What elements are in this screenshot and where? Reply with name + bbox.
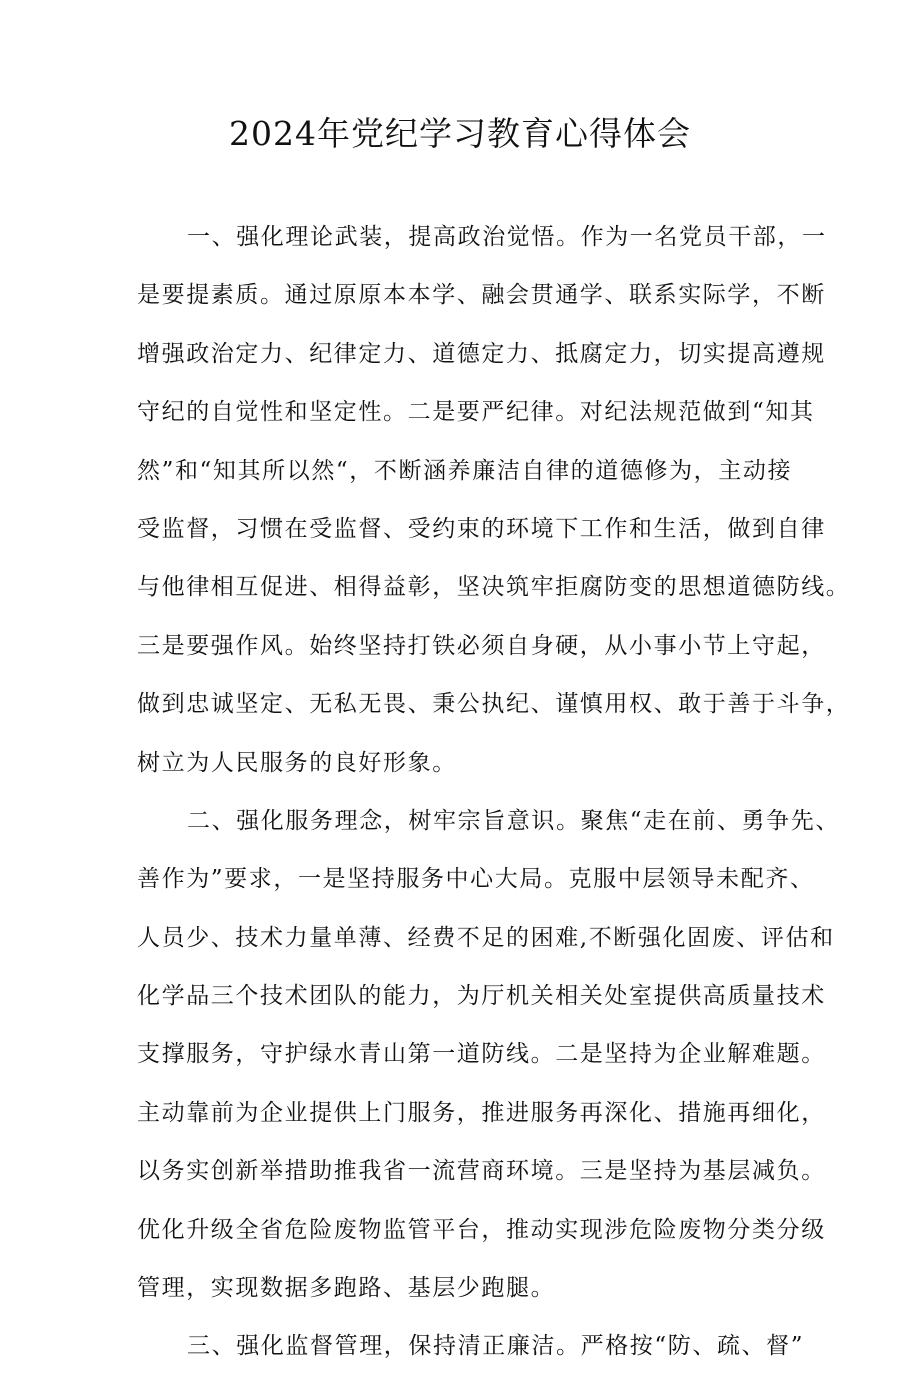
- paragraph-1-line-1: 一、强化理论武装，提高政治觉悟。作为一名党员干部，一: [187, 224, 827, 250]
- paragraph-2-line-8: 优化升级全省危险废物监管平台，推动实现涉危险废物分类分级: [137, 1216, 826, 1243]
- paragraph-2-line-6: 主动靠前为企业提供上门服务，推进服务再深化、措施再细化，: [137, 1099, 826, 1126]
- paragraph-1-line-7: 与他律相互促进、相得益彰，坚决筑牢拒腐防变的思想道德防线。: [137, 574, 851, 601]
- paragraph-2-line-5: 支撑服务，守护绿水青山第一道防线。二是坚持为企业解难题。: [137, 1041, 826, 1068]
- paragraph-1-line-2: 是要提素质。通过原原本本学、融会贯通学、联系实际学，不断: [137, 282, 826, 309]
- paragraph-2-line-3: 人员少、技术力量单薄、经费不足的困难,不断强化固废、评估和: [137, 924, 835, 951]
- paragraph-1-line-8: 三是要强作风。始终坚持打铁必须自身硬，从小事小节上守起，: [137, 632, 826, 659]
- paragraph-1-line-9: 做到忠诚坚定、无私无畏、秉公执纪、谨慎用权、敢于善于斗争，: [137, 691, 851, 718]
- paragraph-2-line-4: 化学品三个技术团队的能力，为厅机关相关处室提供高质量技术: [137, 983, 826, 1010]
- paragraph-1-line-5: 然”和“知其所以然“，不断涵养廉洁自律的道德修为，主动接: [137, 457, 793, 484]
- paragraph-2-line-2: 善作为”要求，一是坚持服务中心大局。克服中层领导未配齐、: [137, 866, 815, 893]
- paragraph-2-line-7: 以务实创新举措助推我省一流营商环境。三是坚持为基层减负。: [137, 1158, 826, 1185]
- document-body: [137, 208, 851, 1376]
- paragraph-1-line-3: 增强政治定力、纪律定力、道德定力、抵腐定力，切实提高遵规: [137, 340, 826, 367]
- paragraph-1-line-10: 树立为人民服务的良好形象。: [137, 749, 457, 776]
- document-title: 2024年党纪学习教育心得体会: [229, 114, 691, 153]
- paragraph-1-line-6: 受监督，习惯在受监督、受约束的环境下工作和生活，做到自律: [137, 515, 826, 542]
- paragraph-2-line-9: 管理，实现数据多跑路、基层少跑腿。: [137, 1275, 556, 1302]
- paragraph-3-line-1: 三、强化监督管理，保持清正廉洁。严格按“防、疏、督”: [187, 1333, 805, 1360]
- paragraph-2-line-1: 二、强化服务理念，树牢宗旨意识。聚焦“走在前、勇争先、: [187, 807, 840, 834]
- paragraph-1-line-4: 守纪的自觉性和坚定性。二是要严纪律。对纪法规范做到“知其: [137, 399, 815, 426]
